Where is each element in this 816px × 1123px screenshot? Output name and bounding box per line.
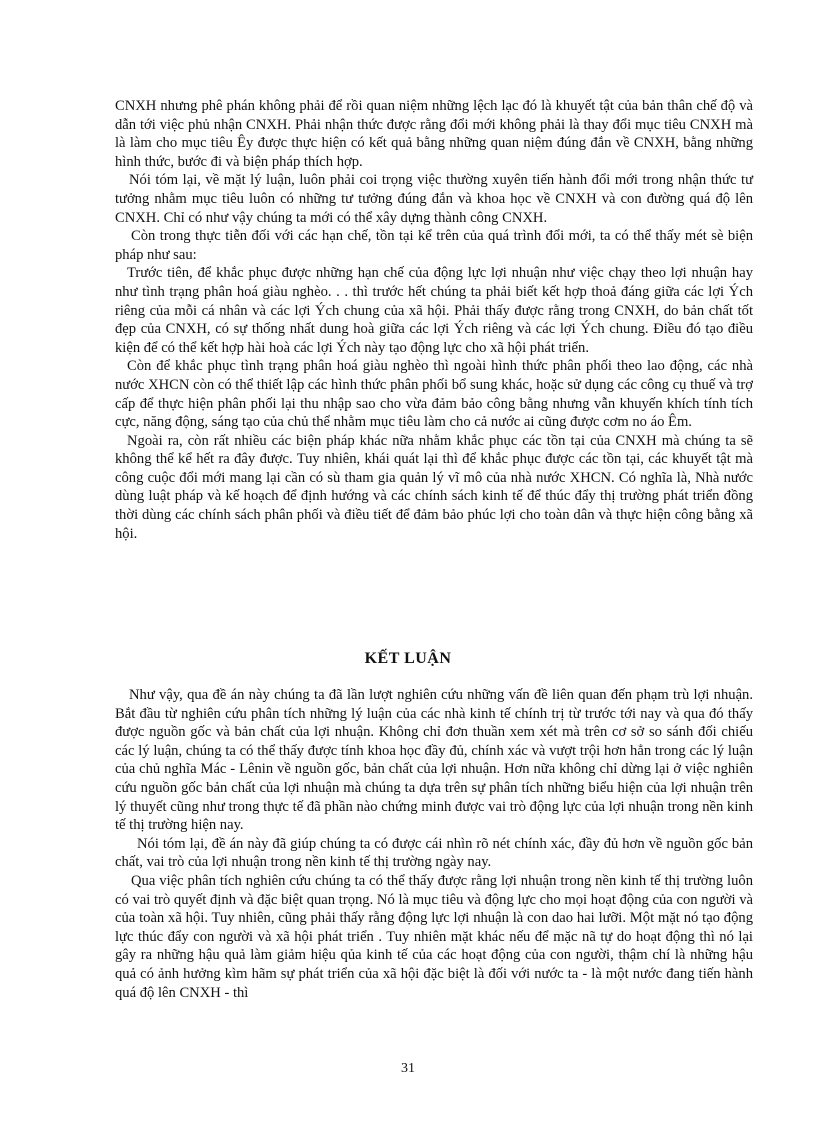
section-heading: KẾT LUẬN: [364, 650, 452, 667]
paragraph: Còn để khắc phục tình trạng phân hoá giàu nghèo thì ngoài hình thức phân phối theo lao động, các nhà nước XHCN còn có thể thiết lập các hình thức phân phối bổ sung khác, hoặc sử dụng các công cụ thuế và trợ cấp để thực hiện phân phối lại thu nhập sao cho vừa đảm bảo công bằng nhưng vẫn khuyến khích tính tích cực, năng động, sáng tạo của chủ thể nhằm mục tiêu làm cho cả nước ai cũng được cơm no áo Êm.: [115, 358, 753, 431]
paragraph: Còn trong thực tiễn đối với các hạn chế, tồn tại kể trên của quá trình đổi mới, ta có thể thấy mét sè biện pháp như sau:: [115, 228, 753, 263]
paragraph: Ngoài ra, còn rất nhiều các biện pháp khác nữa nhằm khắc phục các tồn tại của CNXH mà chúng ta sẽ không thể kể hết ra đây được. Tuy nhiên, khái quát lại thì để khắc phục được các tồn tại, các khuyết tật mà công cuộc đổi mới mang lại cần có sù tham gia quản lý vĩ mô của nhà nước XHCN. Có nghĩa là, Nhà nước dùng luật pháp và kế hoạch để định hướng và các chính sách kinh tế để thúc đẩy thị trường phát triển đồng thời dùng các chính sách phân phối và điều tiết để đảm bảo phúc lợi cho toàn dân và thực hiện công bằng xã hội.: [115, 432, 753, 542]
paragraph: Trước tiên, để khắc phục được những hạn chế của động lực lợi nhuận như việc chạy theo lợi nhuận hay như tình trạng phân hoá giàu nghèo. . . thì trước hết chúng ta phải biết kết hợp thoả đáng giữa các lợi Ých riêng của mỗi cá nhân và các lợi Ých chung của xã hội. Phải thấy được rằng trong CNXH, do bản chất tốt đẹp của CNXH, có sự thống nhất dung hoà giữa các lợi Ých riêng và các lợi Ých chung. Điều đó tạo điều kiện để có thể kết hợp hài hoà các lợi Ých này tạo động lực cho xã hội phát triển.: [115, 265, 753, 356]
paragraph: CNXH nhưng phê phán không phải để rồi quan niệm những lệch lạc đó là khuyết tật của bản thân chế độ và dẫn tới việc phủ nhận CNXH. Phải nhận thức được rằng đổi mới không phải là thay đổi mục tiêu CNXH mà là làm cho mục tiêu Êy được thực hiện có kết quả bằng những quan niệm đúng đắn về CNXH, bằng những hình thức, bước đi và biện pháp thích hợp.: [115, 98, 753, 170]
body-text-bottom: [115, 686, 753, 1002]
paragraph: Qua việc phân tích nghiên cứu chúng ta có thể thấy được rằng lợi nhuận trong nền kinh tế thị trường luôn có vai trò quyết định và đặc biệt quan trọng. Nó là mục tiêu và động lực cho mọi hoạt động của con người và của toàn xã hội. Tuy nhiên, cũng phải thấy rằng động lực lợi nhuận là con dao hai lưỡi. Một mặt nó tạo động lực thúc đẩy con người và xã hội phát triển . Tuy nhiên mặt khác nếu để mặc nã tự do hoạt động thì nó lại gây ra những hậu quả làm giảm hiệu qủa kinh tế của các hoạt động của con người, thậm chí là những hậu quả có ảnh hưởng kìm hãm sự phát triển của xã hội đặc biệt là đối với nước ta - là một nước đang tiến hành quá độ lên CNXH - thì: [115, 872, 753, 1001]
paragraph: Như vậy, qua đề án này chúng ta đã lần lượt nghiên cứu những vấn đề liên quan đến phạm trù lợi nhuận. Bắt đầu từ nghiên cứu phân tích những lý luận của các nhà kinh tế chính trị từ trước tới nay và qua đó thấy được nguồn gốc và bản chất của lợi nhuận. Không chỉ đơn thuần xem xét mà trên cơ sở so sánh đối chiếu các lý luận, chúng ta có thể thấy được tính khoa học đầy đủ, chính xác và vượt trội hơn hẳn trong các lý luận của chủ nghĩa Mác - Lênin về nguồn gốc, bản chất của lợi nhuận. Hơn nữa không chỉ dừng lại ở việc nghiên cứu nguồn gốc bản chất của lợi nhuận mà chúng ta dựa trên sự phân tích những biểu hiện của lợi nhuận trên lý thuyết cũng như trong thực tế đã phần nào chứng minh được vai trò động lực của lợi nhuận trong nền kinh tế thị trường hiện nay.: [115, 687, 753, 834]
paragraph: Nói tóm lại, đề án này đã giúp chúng ta có được cái nhìn rõ nét chính xác, đầy đủ hơn về nguồn gốc bản chất, vai trò của lợi nhuận trong nền kinh tế thị trường ngày nay.: [115, 835, 753, 871]
body-text-top: [115, 97, 753, 543]
page-number: 31: [401, 1061, 415, 1076]
paragraph: Nói tóm lại, về mặt lý luận, luôn phải coi trọng việc thường xuyên tiến hành đổi mới trong nhận thức tư tưởng nhằm mục tiêu luôn có những tư tưởng đúng đắn và khoa học về CNXH và con đường quá độ lên CNXH. Chỉ có như vậy chúng ta mới có thể xây dựng thành công CNXH.: [115, 172, 753, 226]
